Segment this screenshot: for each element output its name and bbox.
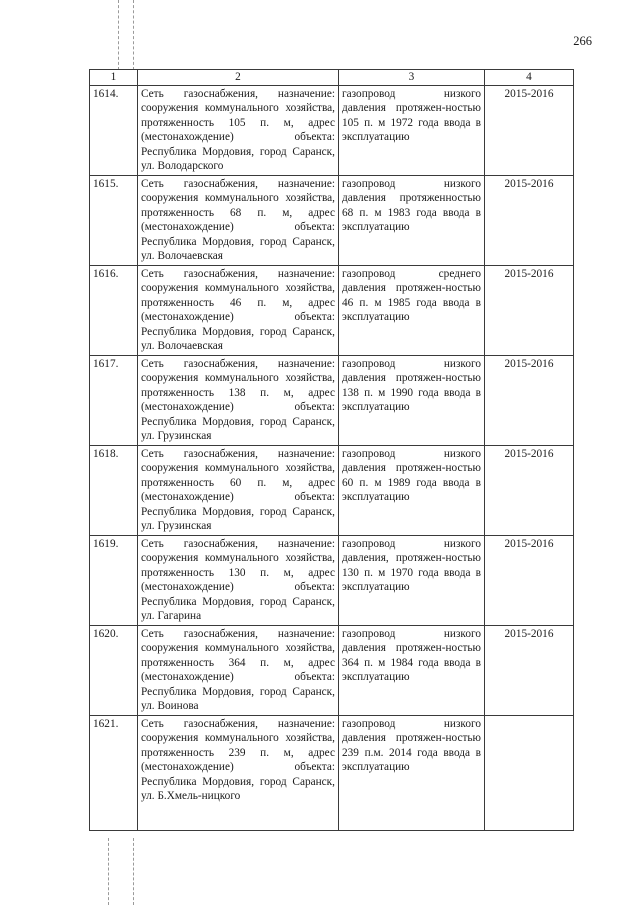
table-row	[90, 625, 574, 715]
object-description: Сеть газоснабжения, назначение: сооружения коммунального хозяйства, протяженность 138 п. м, адрес (местонахождение) объекта: Республика Мордовия, город Саранск, ул. Грузинская	[138, 355, 339, 445]
row-number: 1617.	[90, 355, 138, 445]
row-number: 1616.	[90, 265, 138, 355]
row-number: 1615.	[90, 175, 138, 265]
scan-artifact-line	[133, 838, 134, 905]
period: 2015-2016	[485, 355, 574, 445]
table-row	[90, 535, 574, 625]
table-row	[90, 175, 574, 265]
table-row	[90, 355, 574, 445]
object-characteristics: газопровод низкого давления протяжен-ностью 239 п.м. 2014 года ввода в эксплуатацию	[339, 715, 485, 830]
table-row	[90, 445, 574, 535]
scan-artifact-line	[118, 0, 119, 70]
table-row	[90, 715, 574, 830]
row-number: 1620.	[90, 625, 138, 715]
row-number: 1618.	[90, 445, 138, 535]
table-header-row	[90, 70, 574, 86]
scan-artifact-line	[133, 0, 134, 70]
column-header-4: 4	[485, 70, 574, 86]
column-header-1: 1	[90, 70, 138, 86]
object-characteristics: газопровод низкого давления протяжен-ностью 105 п. м 1972 года ввода в эксплуатацию	[339, 85, 485, 175]
object-characteristics: газопровод низкого давления протяженностью 68 п. м 1983 года ввода в эксплуатацию	[339, 175, 485, 265]
period: 2015-2016	[485, 85, 574, 175]
period: 2015-2016	[485, 265, 574, 355]
column-header-2: 2	[138, 70, 339, 86]
period: 2015-2016	[485, 175, 574, 265]
row-number: 1621.	[90, 715, 138, 830]
table-row	[90, 85, 574, 175]
object-characteristics: газопровод низкого давления протяжен-ностью 138 п. м 1990 года ввода в эксплуатацию	[339, 355, 485, 445]
row-number: 1614.	[90, 85, 138, 175]
scan-artifact-line	[108, 838, 109, 905]
period: 2015-2016	[485, 445, 574, 535]
object-description: Сеть газоснабжения, назначение: сооружения коммунального хозяйства, протяженность 105 п. м, адрес (местонахождение) объекта: Республика Мордовия, город Саранск, ул. Володарского	[138, 85, 339, 175]
object-description: Сеть газоснабжения, назначение: сооружения коммунального хозяйства, протяженность 239 п. м, адрес (местонахождение) объекта: Республика Мордовия, город Саранск, ул. Б.Хмель-ницкого	[138, 715, 339, 830]
object-characteristics: газопровод низкого давления протяжен-ностью 60 п. м 1989 года ввода в эксплуатацию	[339, 445, 485, 535]
page-number: 266	[573, 34, 592, 48]
object-characteristics: газопровод среднего давления протяжен-ностью 46 п. м 1985 года ввода в эксплуатацию	[339, 265, 485, 355]
table-row	[90, 265, 574, 355]
object-characteristics: газопровод низкого давления протяжен-ностью 364 п. м 1984 года ввода в эксплуатацию	[339, 625, 485, 715]
column-header-3: 3	[339, 70, 485, 86]
object-description: Сеть газоснабжения, назначение: сооружения коммунального хозяйства, протяженность 130 п. м, адрес (местонахождение) объекта: Республика Мордовия, город Саранск, ул. Гагарина	[138, 535, 339, 625]
period	[485, 715, 574, 830]
period: 2015-2016	[485, 535, 574, 625]
object-description: Сеть газоснабжения, назначение: сооружения коммунального хозяйства, протяженность 364 п. м, адрес (местонахождение) объекта: Республика Мордовия, город Саранск, ул. Воинова	[138, 625, 339, 715]
object-description: Сеть газоснабжения, назначение: сооружения коммунального хозяйства, протяженность 46 п. м, адрес (местонахождение) объекта: Республика Мордовия, город Саранск, ул. Волочаевская	[138, 265, 339, 355]
table-body	[90, 70, 574, 831]
row-number: 1619.	[90, 535, 138, 625]
object-characteristics: газопровод низкого давления, протяжен-ностью 130 п. м 1970 года ввода в эксплуатацию	[339, 535, 485, 625]
registry-table	[89, 69, 574, 831]
object-description: Сеть газоснабжения, назначение: сооружения коммунального хозяйства, протяженность 68 п. м, адрес (местонахождение) объекта: Республика Мордовия, город Саранск, ул. Волочаевская	[138, 175, 339, 265]
period: 2015-2016	[485, 625, 574, 715]
object-description: Сеть газоснабжения, назначение: сооружения коммунального хозяйства, протяженность 60 п. м, адрес (местонахождение) объекта: Республика Мордовия, город Саранск, ул. Грузинская	[138, 445, 339, 535]
